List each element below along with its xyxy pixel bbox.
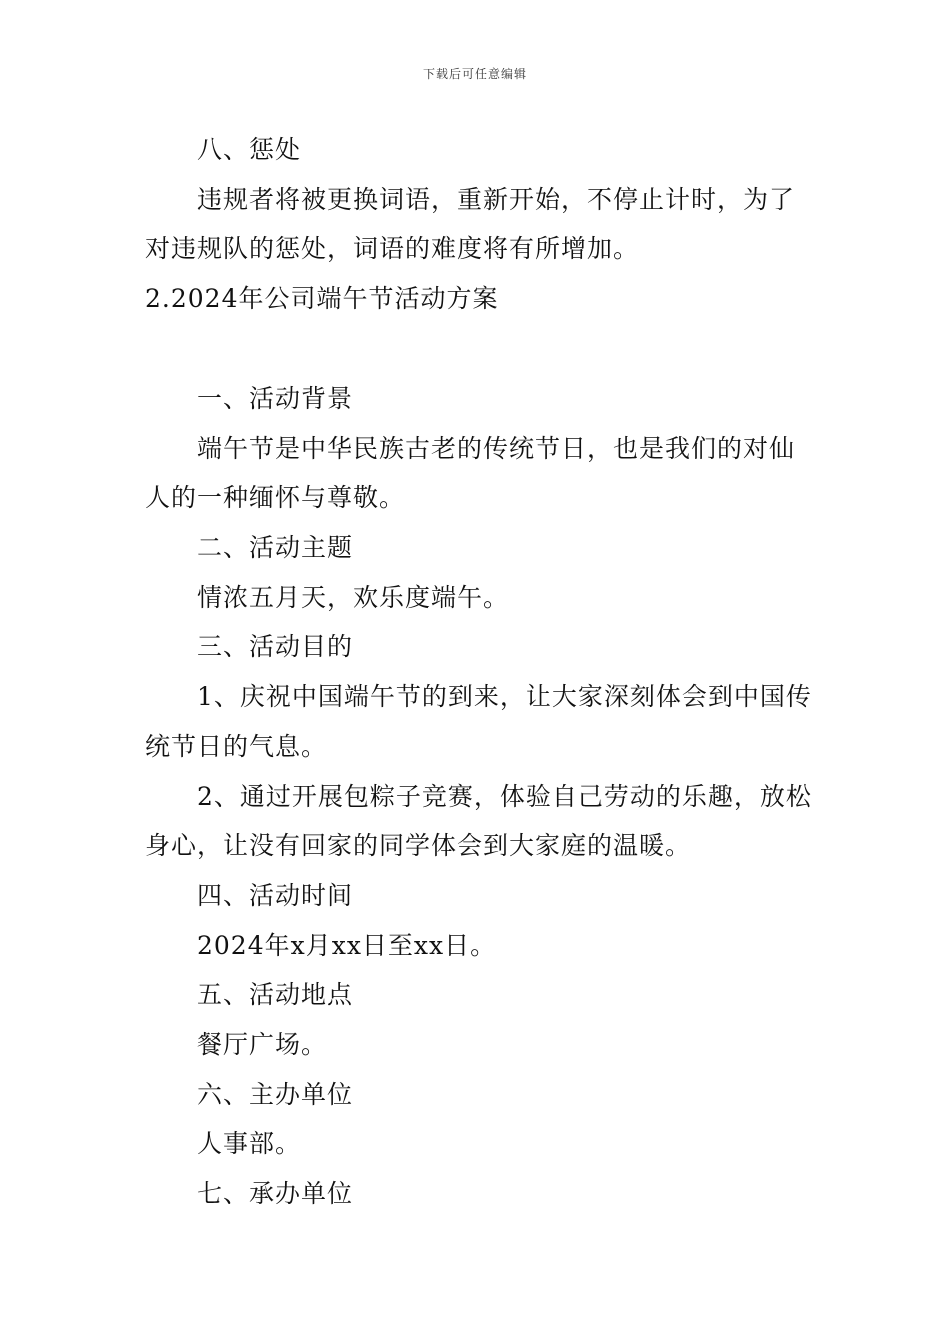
paragraph-line: 餐厅广场。 (197, 1030, 328, 1059)
paragraph-line: 情浓五月天，欢乐度端午。 (197, 583, 510, 612)
paragraph-line: 2024年x月xx日至xx日。 (197, 931, 497, 960)
section-heading-theme: 二、活动主题 (197, 533, 354, 562)
section-heading-location: 五、活动地点 (197, 980, 354, 1009)
section-heading-time: 四、活动时间 (197, 881, 354, 910)
paragraph-line: 端午节是中华民族古老的传统节日，也是我们的对仙 (197, 434, 796, 463)
section-heading-penalty: 八、惩处 (197, 135, 302, 164)
paragraph-line: 人事部。 (197, 1129, 302, 1158)
section-heading-purpose: 三、活动目的 (197, 632, 354, 661)
section-heading-background: 一、活动背景 (197, 384, 354, 413)
paragraph-line: 1、庆祝中国端午节的到来，让大家深刻体会到中国传 (197, 682, 812, 711)
paragraph-line: 人的一种缅怀与尊敬。 (145, 483, 406, 512)
paragraph-line: 统节日的气息。 (145, 732, 328, 761)
paragraph-line: 违规者将被更换词语，重新开始，不停止计时，为了 (197, 185, 796, 214)
section-heading-organizer: 六、主办单位 (197, 1080, 354, 1109)
paragraph-line: 对违规队的惩处，词语的难度将有所增加。 (145, 234, 640, 263)
document-title: 2.2024年公司端午节活动方案 (145, 284, 499, 313)
section-heading-co-organizer: 七、承办单位 (197, 1179, 354, 1208)
paragraph-line: 2、通过开展包粽子竞赛，体验自己劳动的乐趣，放松 (197, 782, 812, 811)
paragraph-line: 身心，让没有回家的同学体会到大家庭的温暖。 (145, 831, 692, 860)
page-header: 下载后可任意编辑 (422, 67, 527, 81)
